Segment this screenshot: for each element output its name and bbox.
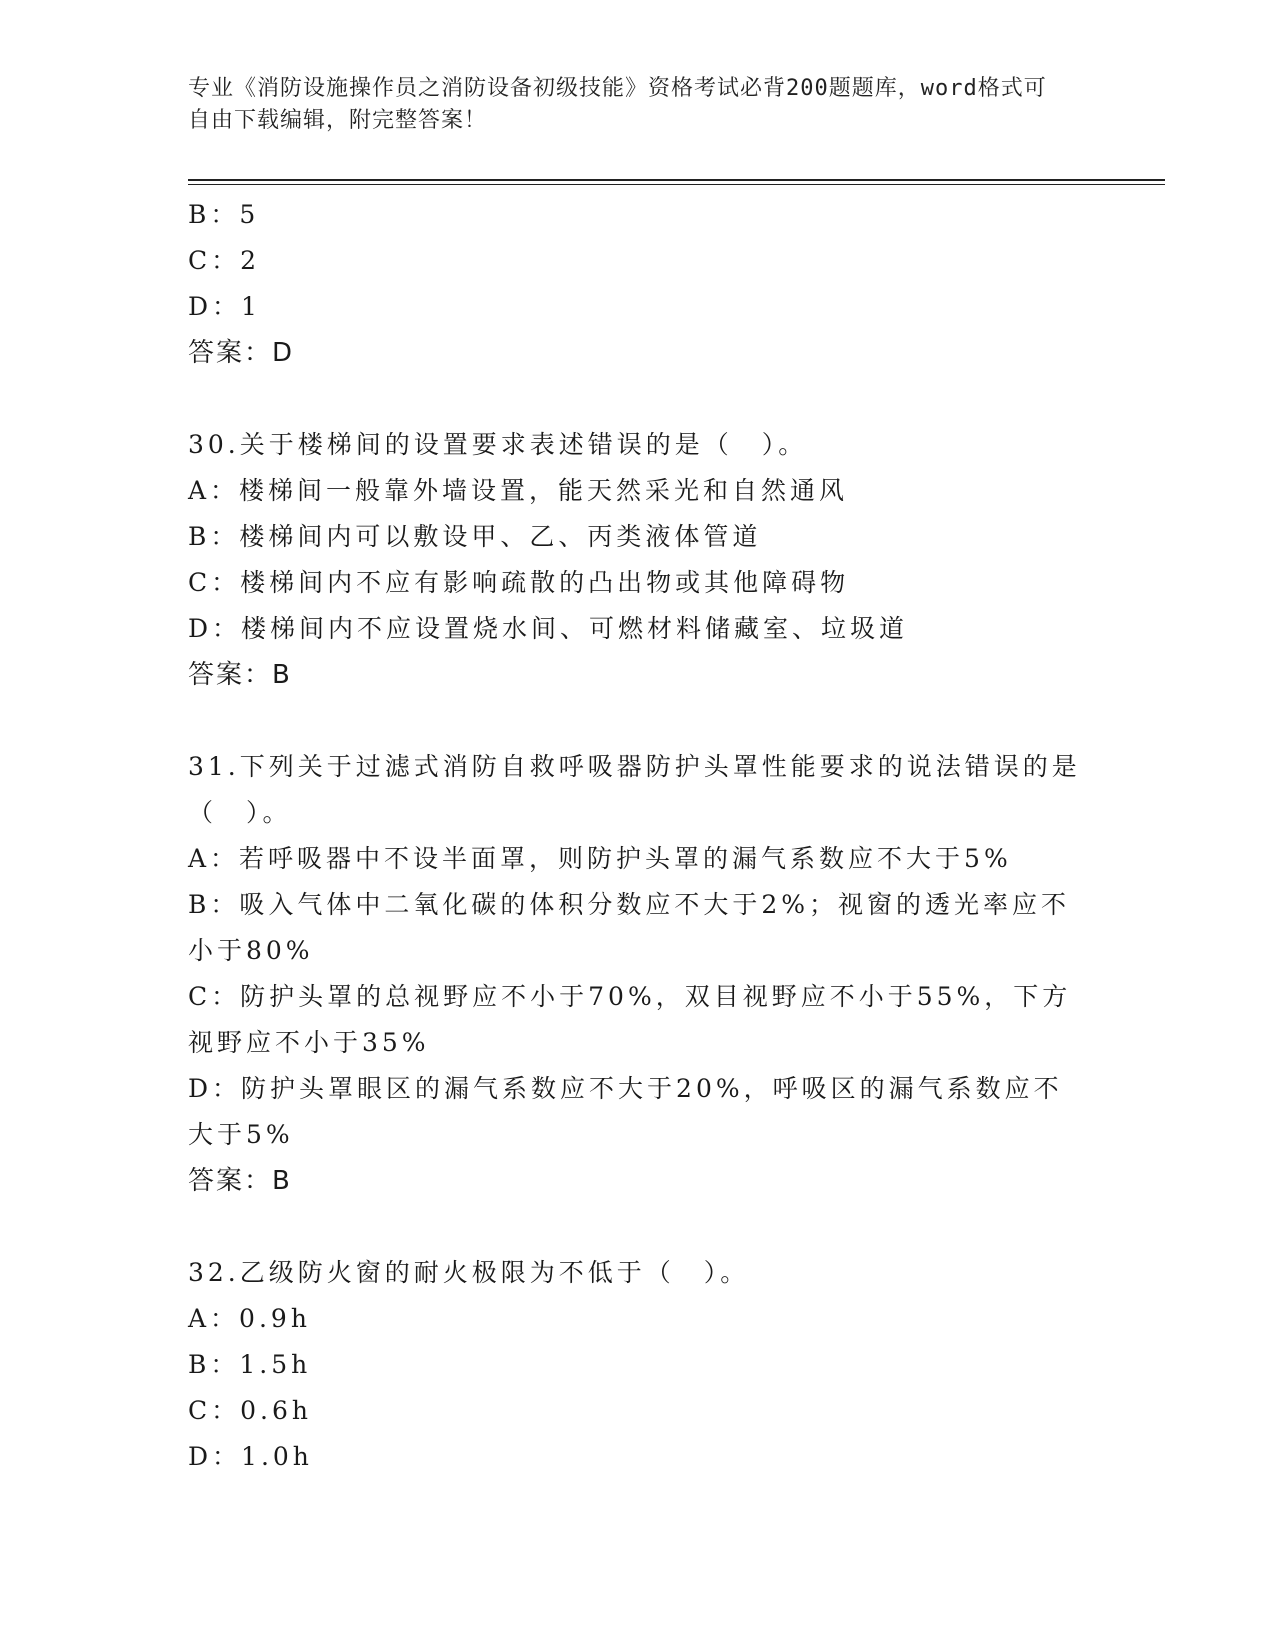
question-29-continued	[188, 192, 1088, 376]
question-stem: 31.下列关于过滤式消防自救呼吸器防护头罩性能要求的说法错误的是（ ）。	[188, 752, 1081, 827]
answer-line: 答案：B	[188, 660, 292, 690]
option-c: C：防护头罩的总视野应不小于70%，双目视野应不小于55%，下方视野应不小于35%	[188, 982, 1072, 1057]
question-list	[188, 192, 1088, 1480]
header-divider	[188, 179, 1165, 181]
question-31	[188, 744, 1088, 1204]
document-header: 专业《消防设施操作员之消防设备初级技能》资格考试必背200题题库，word格式可自由下载编辑，附完整答案！	[188, 76, 1047, 133]
answer-line: 答案：D	[188, 338, 295, 368]
spacer	[188, 376, 1088, 422]
option-a: A：楼梯间一般靠外墙设置，能天然采光和自然通风	[188, 476, 849, 505]
question-stem: 30.关于楼梯间的设置要求表述错误的是（ ）。	[188, 430, 808, 459]
header-divider-thin	[188, 184, 1165, 185]
question-30	[188, 422, 1088, 698]
option-a: A：0.9h	[188, 1304, 311, 1333]
option-c: C：2	[188, 246, 261, 275]
question-stem: 32.乙级防火窗的耐火极限为不低于（ ）。	[188, 1258, 750, 1287]
option-d: D：1.0h	[188, 1442, 313, 1471]
option-b: B：楼梯间内可以敷设甲、乙、丙类液体管道	[188, 522, 762, 551]
option-b: B：1.5h	[188, 1350, 312, 1379]
option-c: C：0.6h	[188, 1396, 312, 1425]
option-c: C：楼梯间内不应有影响疏散的凸出物或其他障碍物	[188, 568, 850, 597]
option-d: D：防护头罩眼区的漏气系数应不大于20%，呼吸区的漏气系数应不大于5%	[188, 1074, 1063, 1149]
option-b: B：5	[188, 200, 260, 229]
question-32	[188, 1250, 1088, 1480]
option-a: A：若呼吸器中不设半面罩，则防护头罩的漏气系数应不大于5%	[188, 844, 1012, 873]
option-b: B：吸入气体中二氧化碳的体积分数应不大于2%；视窗的透光率应不小于80%	[188, 890, 1071, 965]
option-d: D：楼梯间内不应设置烧水间、可燃材料储藏室、垃圾道	[188, 614, 909, 643]
spacer	[188, 1204, 1088, 1250]
answer-line: 答案：B	[188, 1166, 292, 1196]
option-d: D：1	[188, 292, 261, 321]
spacer	[188, 698, 1088, 744]
